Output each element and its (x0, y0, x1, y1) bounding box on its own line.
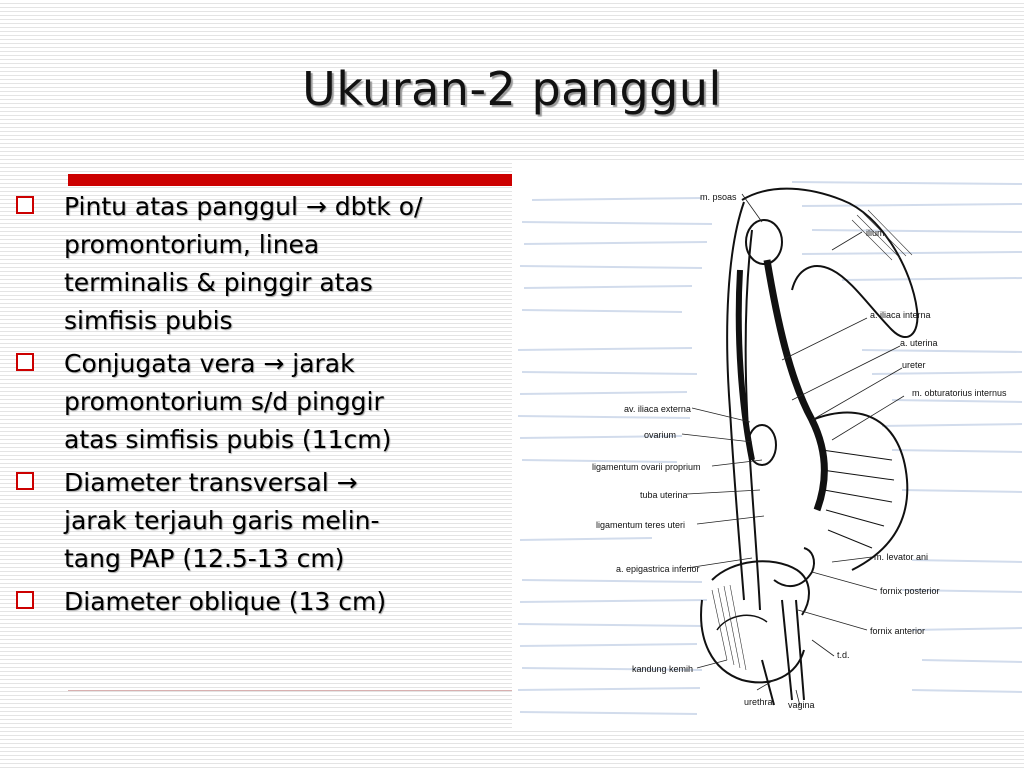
bullet-item (16, 188, 516, 340)
checkbox-bullet-icon (16, 591, 34, 609)
label-uterina: a. uterina (900, 338, 938, 348)
title-accent-bar (68, 174, 518, 186)
bullet-line: Diameter oblique (13 cm) (64, 587, 387, 616)
bullet-line: promontorium, linea (64, 230, 320, 259)
label-ilium: ilium (866, 228, 885, 238)
slide-title: Ukuran-2 panggul (302, 62, 722, 116)
label-lig-teres: ligamentum teres uteri (596, 520, 686, 530)
label-lig-ovarii: ligamentum ovarii proprium (592, 462, 701, 472)
bullet-line: Pintu atas panggul → dbtk o/ (64, 192, 423, 221)
bullet-line: Conjugata vera → jarak (64, 349, 355, 378)
pelvis-anatomy-figure (512, 160, 1024, 730)
bullet-line: tang PAP (12.5-13 cm) (64, 544, 345, 573)
bullet-line: simfisis pubis (64, 306, 233, 335)
label-psoas: m. psoas (700, 192, 737, 202)
label-obturatorius: m. obturatorius internus (912, 388, 1007, 398)
pelvis-anatomy-illustration (512, 160, 1024, 730)
label-epigastrica: a. epigastrica inferior (616, 564, 700, 574)
bullet-line: jarak terjauh garis melin- (64, 506, 380, 535)
label-tuba: tuba uterina (640, 490, 688, 500)
bullet-line: promontorium s/d pinggir (64, 387, 384, 416)
footer-divider (68, 690, 518, 691)
label-fornix-ant: fornix anterior (870, 626, 926, 636)
label-ovarium: ovarium (644, 430, 677, 440)
bullet-line: terminalis & pinggir atas (64, 268, 373, 297)
label-fornix-post: fornix posterior (880, 586, 940, 596)
label-urethra: urethra (744, 697, 773, 707)
label-iliaca-interna: a. iliaca interna (870, 310, 931, 320)
bullet-item (16, 464, 516, 578)
bullet-line: Diameter transversal → (64, 468, 358, 497)
bullet-list (16, 188, 516, 626)
label-levator: m. levator ani (874, 552, 929, 562)
label-vagina: vagina (788, 700, 815, 710)
label-td: t.d. (837, 650, 850, 660)
checkbox-bullet-icon (16, 472, 34, 490)
bullet-item (16, 345, 516, 459)
bullet-line: atas simfisis pubis (11cm) (64, 425, 392, 454)
bullet-item (16, 583, 516, 621)
label-ureter: ureter (902, 360, 926, 370)
label-kandung-kemih: kandung kemih (632, 664, 694, 674)
checkbox-bullet-icon (16, 196, 34, 214)
checkbox-bullet-icon (16, 353, 34, 371)
label-iliaca-externa: av. iliaca externa (624, 404, 691, 414)
